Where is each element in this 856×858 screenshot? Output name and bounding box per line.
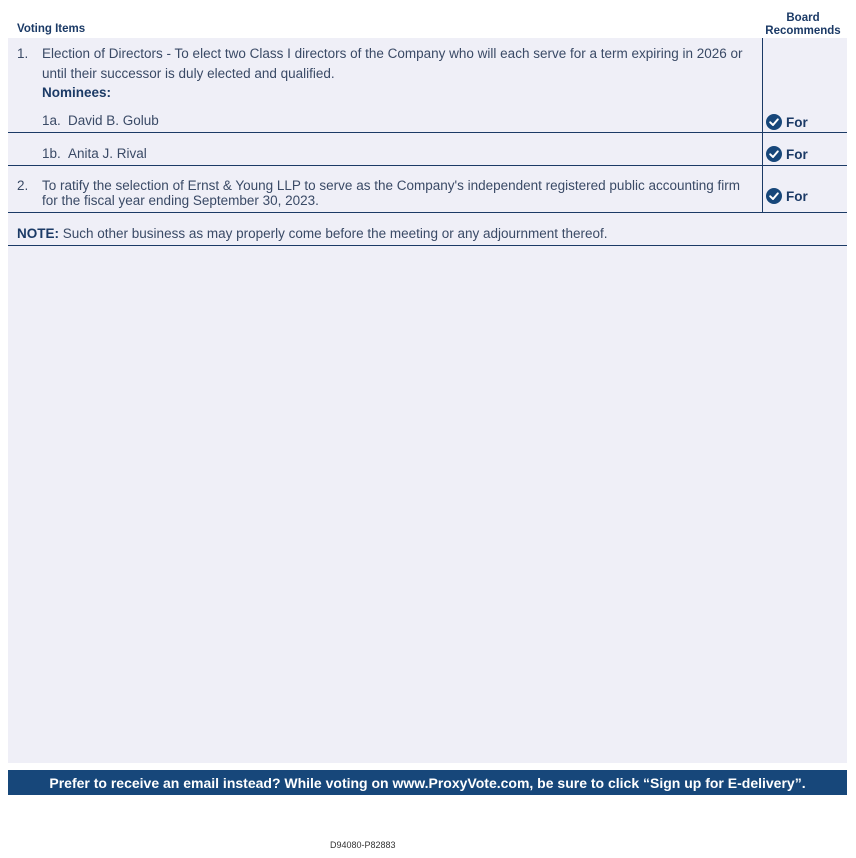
e-delivery-banner: Prefer to receive an email instead? While voting on www.ProxyVote.com, be sure to click “Sign up for E-delivery”. bbox=[8, 770, 847, 795]
voting-items-header: Voting Items bbox=[17, 23, 86, 35]
item-1-number: 1. bbox=[17, 46, 29, 61]
recommendation-label: For bbox=[786, 188, 808, 204]
note bbox=[17, 226, 608, 241]
check-circle-icon bbox=[766, 146, 782, 162]
note-text: Such other business as may properly come before the meeting or any adjournment thereof. bbox=[59, 226, 608, 241]
item-1-text-line2: until their successor is duly elected and qualified. bbox=[42, 66, 335, 81]
nominee-1b-name: Anita J. Rival bbox=[68, 146, 147, 161]
nominee-1a-code: 1a. bbox=[42, 113, 61, 128]
item-2-recommendation bbox=[766, 188, 808, 204]
check-circle-icon bbox=[766, 114, 782, 130]
nominee-1b-recommendation bbox=[766, 146, 808, 162]
document-code: D94080-P82883 bbox=[330, 840, 396, 850]
item-2-number: 2. bbox=[17, 178, 29, 193]
recommendation-label: For bbox=[786, 146, 808, 162]
row-divider bbox=[8, 212, 847, 213]
note-label: NOTE: bbox=[17, 226, 59, 241]
item-1-text-line1: Election of Directors - To elect two Class I directors of the Company who will each serve for a term expiring in 2026 or bbox=[42, 46, 743, 61]
board-recommends-line1: Board bbox=[786, 12, 820, 24]
row-divider bbox=[8, 245, 847, 246]
row-divider bbox=[8, 132, 847, 133]
board-recommends-line2: Recommends bbox=[765, 25, 841, 37]
nominee-1b-code: 1b. bbox=[42, 146, 61, 161]
item-2-text-line2: for the fiscal year ending September 30, 2023. bbox=[42, 193, 319, 208]
item-2-text-line1: To ratify the selection of Ernst & Young LLP to serve as the Company's independent registered public accounting firm bbox=[42, 178, 740, 193]
board-recommends-header bbox=[760, 12, 846, 38]
nominee-1a-recommendation bbox=[766, 114, 808, 130]
recommendation-label: For bbox=[786, 114, 808, 130]
check-circle-icon bbox=[766, 188, 782, 204]
nominees-label: Nominees: bbox=[42, 85, 112, 100]
column-divider bbox=[762, 38, 763, 212]
row-divider bbox=[8, 165, 847, 166]
nominee-1a-name: David B. Golub bbox=[68, 113, 159, 128]
